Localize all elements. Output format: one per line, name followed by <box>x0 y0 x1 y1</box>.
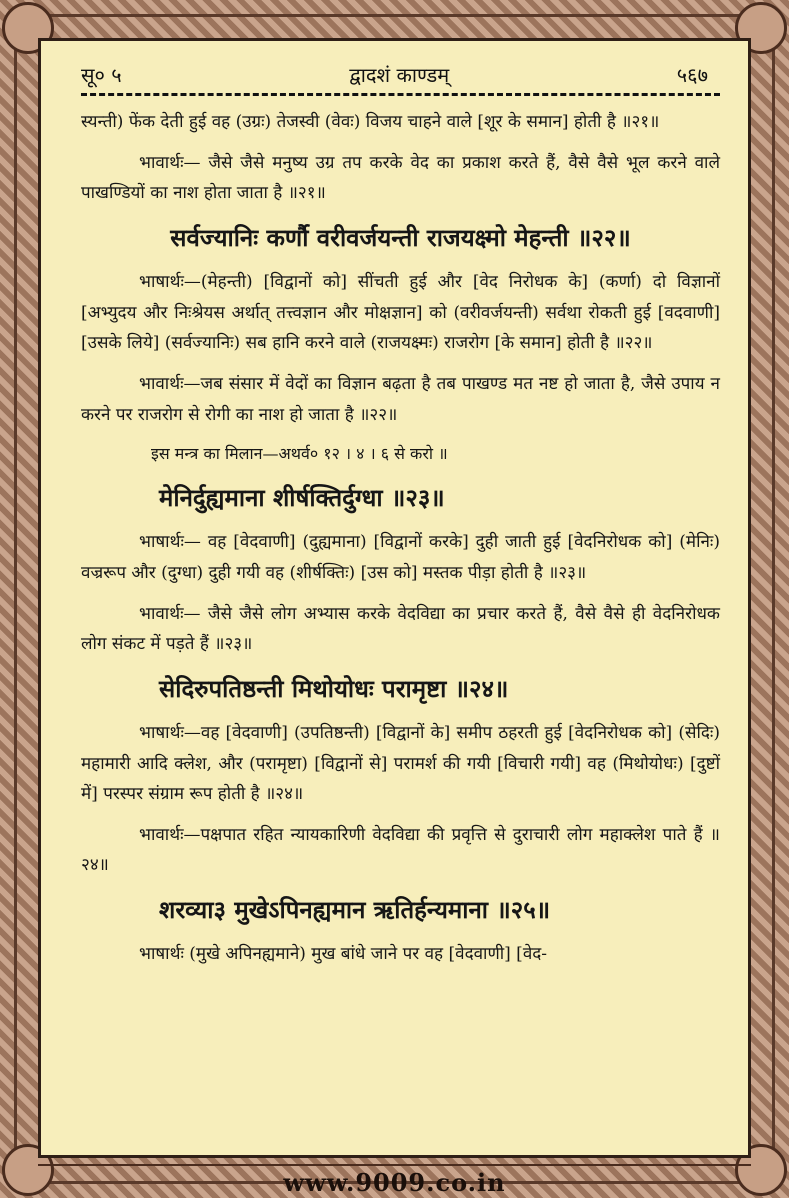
mantra-verse: सेदिरुपतिष्ठन्ती मिथोयोधः परामृष्टा ॥२४॥ <box>159 673 509 703</box>
book-page <box>38 38 751 1158</box>
sukta-number: सू० ५ <box>81 62 122 87</box>
spacer <box>81 970 720 980</box>
mantra-verse: मेनिर्दुह्यमाना शीर्षक्तिर्दुग्धा ॥२३॥ <box>159 482 445 512</box>
mantra-verse: सर्वज्यानिः कर्णौ वरीवर्जयन्ती राजयक्ष्मो मेहन्ती ॥२२॥ <box>170 222 631 252</box>
spacer <box>81 430 720 440</box>
spacer <box>81 359 720 369</box>
spacer <box>81 209 720 219</box>
page-number: ५६७ <box>676 62 708 87</box>
header-divider <box>81 93 720 102</box>
body-paragraph: भाषार्थः— वह [वेदवाणी] (दुह्यमाना) [विद्वानों करके] दुही जाती हुई [वेदनिरोधक को] (मेनिः) वज्ररूप और (दुग्धा) दुही गयी वह (शीर्षक्तिः) [उस को] मस्तक पीड़ा होती है ॥२३॥ <box>81 532 720 583</box>
spacer <box>81 810 720 820</box>
spacer <box>81 257 720 267</box>
page-header <box>81 59 708 89</box>
body-paragraph: भावार्थः— जैसे जैसे लोग अभ्यास करके वेदविद्या का प्रचार करते हैं, वैसे वैसे ही वेदनिरोधक लोग संकट में पड़ते हैं ॥२३॥ <box>81 603 720 655</box>
body-paragraph: भावार्थः—पक्षपात रहित न्यायकारिणी वेदविद्या की प्रवृत्ति से दुराचारी लोग महाक्लेश पाते हैं ॥२४॥ <box>81 824 720 876</box>
spacer <box>81 929 720 939</box>
spacer <box>81 660 720 670</box>
spacer <box>81 708 720 718</box>
spacer <box>81 138 720 148</box>
spacer <box>81 469 720 479</box>
kanda-title: द्वादशं काण्डम् <box>349 62 450 87</box>
cross-reference-note: इस मन्त्र का मिलान—अथर्व० १२ । ४ । ६ से करो ॥ <box>151 444 448 464</box>
page-body <box>81 107 720 980</box>
body-paragraph: भावार्थः—जब संसार में वेदों का विज्ञान बढ़ता है तब पाखण्ड मत नष्ट हो जाता है, जैसे उपाय न करने पर राजरोग से रोगी का नाश हो जाता है ॥२२॥ <box>81 373 720 425</box>
spacer <box>81 517 720 527</box>
website-watermark: www.9009.co.in <box>283 1168 506 1197</box>
mantra-verse: शरव्या३ मुखेऽपिनह्यमान ऋतिर्हन्यमाना ॥२५॥ <box>159 895 551 925</box>
body-paragraph: भाषार्थः (मुखे अपिनह्यमाने) मुख बांधे जाने पर वह [वेदवाणी] [वेद- <box>139 944 548 965</box>
spacer <box>81 589 720 599</box>
body-paragraph: भावार्थः— जैसे जैसे मनुष्य उग्र तप करके वेद का प्रकाश करते हैं, वैसे वैसे भूल करने वाले पाखण्डियों का नाश होता जाता है ॥२१॥ <box>81 152 720 204</box>
body-paragraph: भाषार्थः—वह [वेदवाणी] (उपतिष्ठन्ती) [विद्वानों के] समीप ठहरती हुई [वेदनिरोधक को] (सेदिः) महामारी आदि क्लेश, और (परामृष्टा) [विद्वानों से] परामर्श की गयी [विचारी गयी] वह (मिथोयोधः) [दुष्टों में] परस्पर संग्राम रूप होती है ॥२४॥ <box>81 723 720 805</box>
body-paragraph: भाषार्थः—(मेहन्ती) [विद्वानों को] सींचती हुई और [वेद निरोधक के] (कर्णा) दो विज्ञानों [अभ्युदय और निःश्रेयस अर्थात् तत्त्वज्ञान और मोक्षज्ञान] को (वरीवर्जयन्ती) सर्वथा रोकती हुई [वदवाणी] [उसके लिये] (सर्वज्यानिः) सब हानि करने वाले (राजयक्ष्मः) राजरोग [के समान] होती है ॥२२॥ <box>81 272 720 354</box>
spacer <box>81 881 720 891</box>
body-paragraph: स्यन्ती) फेंक देती हुई वह (उग्रः) तेजस्वी (वेवः) विजय चाहने वाले [शूर के समान] होती है ॥२१॥ <box>81 112 660 132</box>
